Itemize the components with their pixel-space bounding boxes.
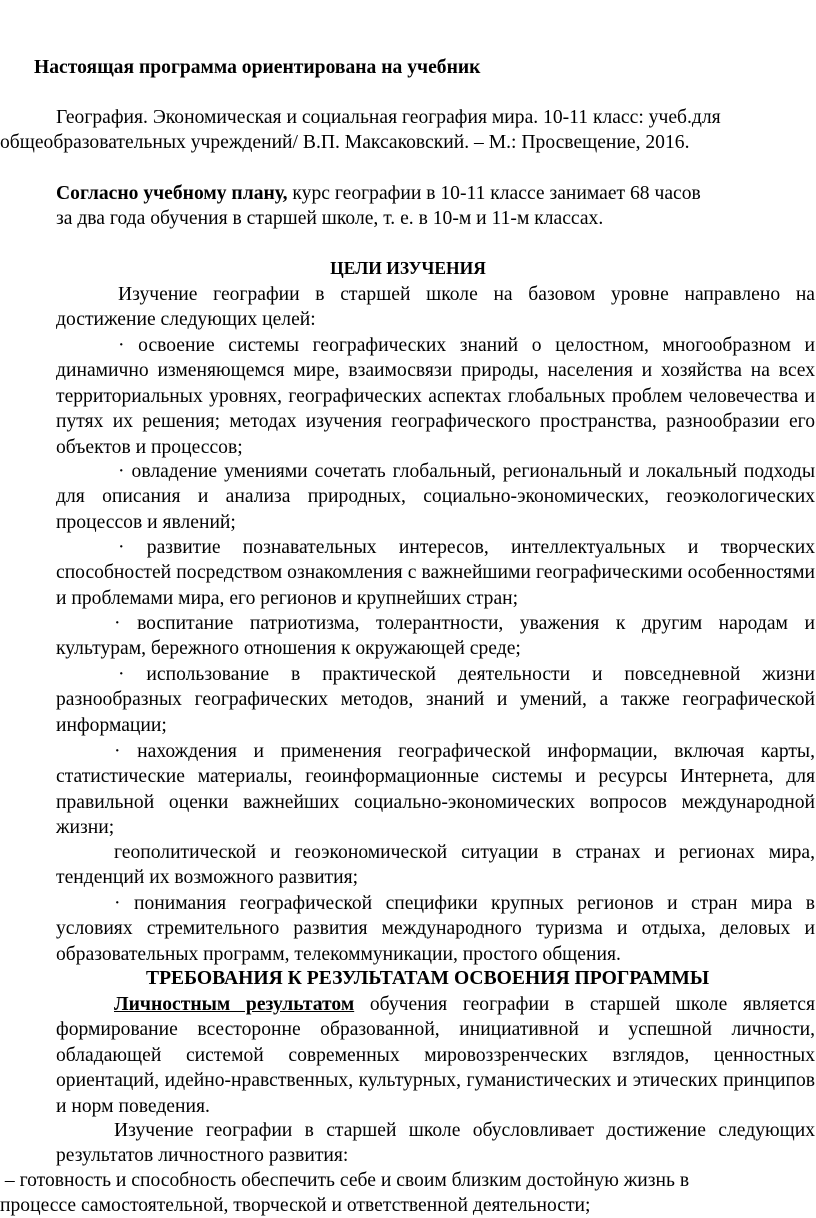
personal-results-paragraph: [56, 992, 815, 1119]
goal-item: · воспитание патриотизма, толерантности, уважения к другим народам и культурам, бережного отношения к окружающей среде;: [56, 613, 815, 660]
result-item-line-2: процессе самостоятельной, творческой и ответственной деятельности;: [0, 1195, 591, 1216]
study-plan-line-2: за два года обучения в старшей школе, т. е. в 10-м и 11-м классах.: [56, 208, 604, 229]
goal-item: · овладение умениями сочетать глобальный, региональный и локальный подходы для описания и анализа природных, социально-экономических, геоэкологических процессов и явлений;: [56, 461, 815, 533]
personal-results-label: Личностным результатом: [114, 994, 355, 1015]
study-plan-line-1: [56, 181, 816, 206]
personal-results-intro: Изучение географии в старшей школе обусловливает достижение следующих результатов личностного развития:: [56, 1120, 815, 1167]
goal-item: · освоение системы географических знаний о целостном, многообразном и динамично изменяющемся мире, взаимосвязи природы, населения и хозяйства на всех территориальных уровнях, географических аспектах глобальных проблем человечества и путях их решения; методах изучения географического пространства, разнообразии его объектов и процессов;: [56, 335, 815, 458]
goals-intro: Изучение географии в старшей школе на базовом уровне направлено на достижение следующих целей:: [56, 284, 815, 331]
result-item-line-1: – готовность и способность обеспечить себе и своим близким достойную жизнь в: [0, 1170, 690, 1191]
textbook-heading: Настоящая программа ориентирована на учебник: [34, 57, 481, 78]
textbook-line-2: общеобразовательных учреждений/ В.П. Максаковский. – М.: Просвещение, 2016.: [0, 132, 690, 153]
textbook-line-1: География. Экономическая и социальная география мира. 10-11 класс: учеб.для: [56, 107, 721, 128]
goal-item: · использование в практической деятельности и повседневной жизни разнообразных географических методов, знаний и умений, а также географической информации;: [56, 664, 815, 736]
goals-heading: ЦЕЛИ ИЗУЧЕНИЯ: [330, 258, 486, 278]
study-plan-label: Согласно учебному плану,: [56, 183, 288, 204]
goal-item: геополитической и геоэкономической ситуации в странах и регионах мира, тенденций их возможного развития;: [56, 842, 815, 889]
goal-item: · развитие познавательных интересов, интеллектуальных и творческих способностей посредством ознакомления с важнейшими географическими особенностями и проблемами мира, его регионов и крупнейших стран;: [56, 537, 815, 609]
requirements-heading: ТРЕБОВАНИЯ К РЕЗУЛЬТАТАМ ОСВОЕНИЯ ПРОГРАММЫ: [146, 968, 710, 989]
goal-item: · нахождения и применения географической информации, включая карты, статистические материалы, геоинформационные системы и ресурсы Интернета, для правильной оценки важнейших социально-экономических вопросов международной жизни;: [56, 741, 815, 839]
study-plan-text: курс географии в 10-11 классе занимает 68 часов: [287, 183, 701, 204]
goal-item: · понимания географической специфики крупных регионов и стран мира в условиях стремительного развития международного туризма и отдыха, деловых и образовательных программ, телекоммуникации, простого общения.: [56, 893, 815, 965]
personal-results-text: обучения географии в старшей школе является формирование всесторонне образованной, инициативной и успешной личности, обладающей системой современных мировоззренческих взглядов, ценностных ориентаций, идейно-нравственных, культурных, гуманистических и этических принципов и норм поведения.: [56, 994, 815, 1117]
